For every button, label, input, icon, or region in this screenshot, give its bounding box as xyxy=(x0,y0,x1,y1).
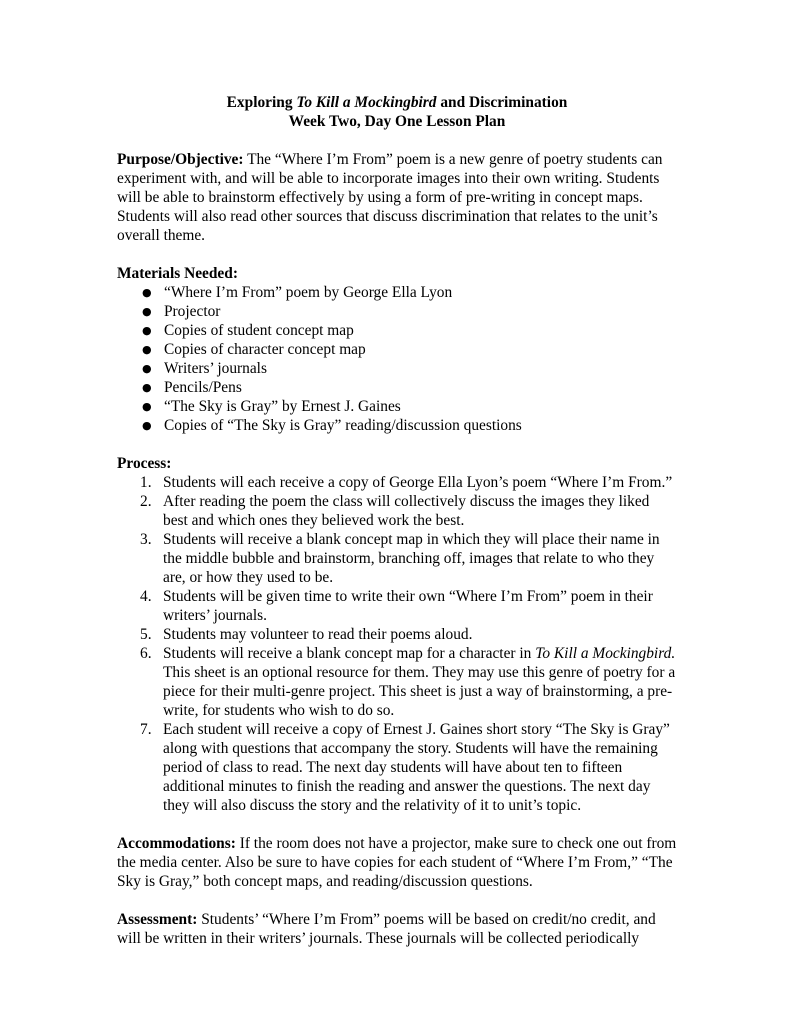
step-text xyxy=(163,645,675,719)
step-number: 6. xyxy=(140,645,152,662)
document-title xyxy=(117,93,677,131)
process-step xyxy=(117,530,677,587)
step-text-part: Students will receive a blank concept map for a character in xyxy=(163,645,536,662)
step-book-name: To Kill a Mockingbird. xyxy=(535,645,676,662)
step-number: 4. xyxy=(140,588,152,605)
accommodations-paragraph xyxy=(117,834,677,891)
list-item-text: “The Sky is Gray” by Ernest J. Gaines xyxy=(164,398,401,415)
step-number: 1. xyxy=(140,474,152,491)
list-item-text: Projector xyxy=(164,303,221,320)
list-item xyxy=(117,340,677,359)
purpose-label: Purpose/Objective: xyxy=(117,151,244,168)
list-item xyxy=(117,378,677,397)
step-text: Students will each receive a copy of George Ella Lyon’s poem “Where I’m From.” xyxy=(163,474,673,491)
process-step xyxy=(117,644,677,720)
spacer xyxy=(117,435,677,454)
list-item-text: Pencils/Pens xyxy=(164,379,242,396)
purpose-paragraph xyxy=(117,150,677,245)
list-item-text: Copies of student concept map xyxy=(164,322,354,339)
list-item-text: Copies of character concept map xyxy=(164,341,366,358)
materials-list xyxy=(117,283,677,435)
step-text: Students will be given time to write their own “Where I’m From” poem in their writers’ journals. xyxy=(163,588,653,624)
step-text: Each student will receive a copy of Ernest J. Gaines short story “The Sky is Gray” along with questions that accompany the story. Students will have the remaining period of class to read. The next day students will have about ten to fifteen additional minutes to finish the reading and answer the questions. The next day they will also discuss the story and the relativity of it to unit’s topic. xyxy=(163,721,670,814)
list-item xyxy=(117,416,677,435)
step-number: 7. xyxy=(140,721,152,738)
step-text: Students will receive a blank concept map in which they will place their name in the middle bubble and brainstorm, branching off, images that relate to who they are, or how they used to be. xyxy=(163,531,660,586)
document-page xyxy=(117,93,677,948)
process-step xyxy=(117,473,677,492)
list-item xyxy=(117,283,677,302)
process-list xyxy=(117,473,677,815)
bullet-icon: ● xyxy=(142,362,152,375)
bullet-icon: ● xyxy=(142,286,152,299)
list-item-text: Writers’ journals xyxy=(164,360,267,377)
title-line-2: Week Two, Day One Lesson Plan xyxy=(288,113,506,130)
bullet-icon: ● xyxy=(142,343,152,356)
step-text: After reading the poem the class will collectively discuss the images they liked best and which ones they believed work the best. xyxy=(163,493,650,529)
spacer xyxy=(117,891,677,910)
list-item xyxy=(117,359,677,378)
step-number: 2. xyxy=(140,493,152,510)
assessment-paragraph xyxy=(117,910,677,948)
bullet-icon: ● xyxy=(142,324,152,337)
spacer xyxy=(117,815,677,834)
list-item xyxy=(117,302,677,321)
list-item xyxy=(117,321,677,340)
step-number: 5. xyxy=(140,626,152,643)
list-item-text: Copies of “The Sky is Gray” reading/discussion questions xyxy=(164,417,522,434)
bullet-icon: ● xyxy=(142,381,152,394)
assessment-label: Assessment: xyxy=(117,911,198,928)
step-number: 3. xyxy=(140,531,152,548)
materials-heading: Materials Needed: xyxy=(117,265,238,282)
process-step xyxy=(117,587,677,625)
title-suffix: and Discrimination xyxy=(436,94,568,111)
title-line-1 xyxy=(117,93,677,112)
spacer xyxy=(117,245,677,264)
step-text: Students may volunteer to read their poems aloud. xyxy=(163,626,473,643)
accommodations-label: Accommodations: xyxy=(117,835,236,852)
process-step xyxy=(117,720,677,815)
spacer xyxy=(117,131,677,150)
step-text-part: This sheet is an optional resource for them. They may use this genre of poetry for a piece for their multi-genre project. This sheet is just a way of brainstorming, a pre-write, for students who wish to do so. xyxy=(163,664,676,719)
accommodations-text: If the room does not have a projector, make sure to check one out from the media center. Also be sure to have copies for each student of “Where I’m From,” “The Sky is Gray,” both concept maps, and reading/discussion questions. xyxy=(117,835,677,890)
assessment-text: Students’ “Where I’m From” poems will be based on credit/no credit, and will be written in their writers’ journals. These journals will be collected periodically xyxy=(117,911,656,947)
process-heading: Process: xyxy=(117,455,172,472)
purpose-text: The “Where I’m From” poem is a new genre of poetry students can experiment with, and will be able to incorporate images into their own writing. Students will be able to brainstorm effectively by using a form of pre-writing in concept maps. Students will also read other sources that discuss discrimination that relates to the unit’s overall theme. xyxy=(117,151,663,244)
process-step xyxy=(117,625,677,644)
bullet-icon: ● xyxy=(142,400,152,413)
list-item xyxy=(117,397,677,416)
title-prefix: Exploring xyxy=(226,94,297,111)
process-step xyxy=(117,492,677,530)
list-item-text: “Where I’m From” poem by George Ella Lyon xyxy=(164,284,453,301)
bullet-icon: ● xyxy=(142,419,152,432)
bullet-icon: ● xyxy=(142,305,152,318)
title-book-name: To Kill a Mockingbird xyxy=(296,94,437,111)
